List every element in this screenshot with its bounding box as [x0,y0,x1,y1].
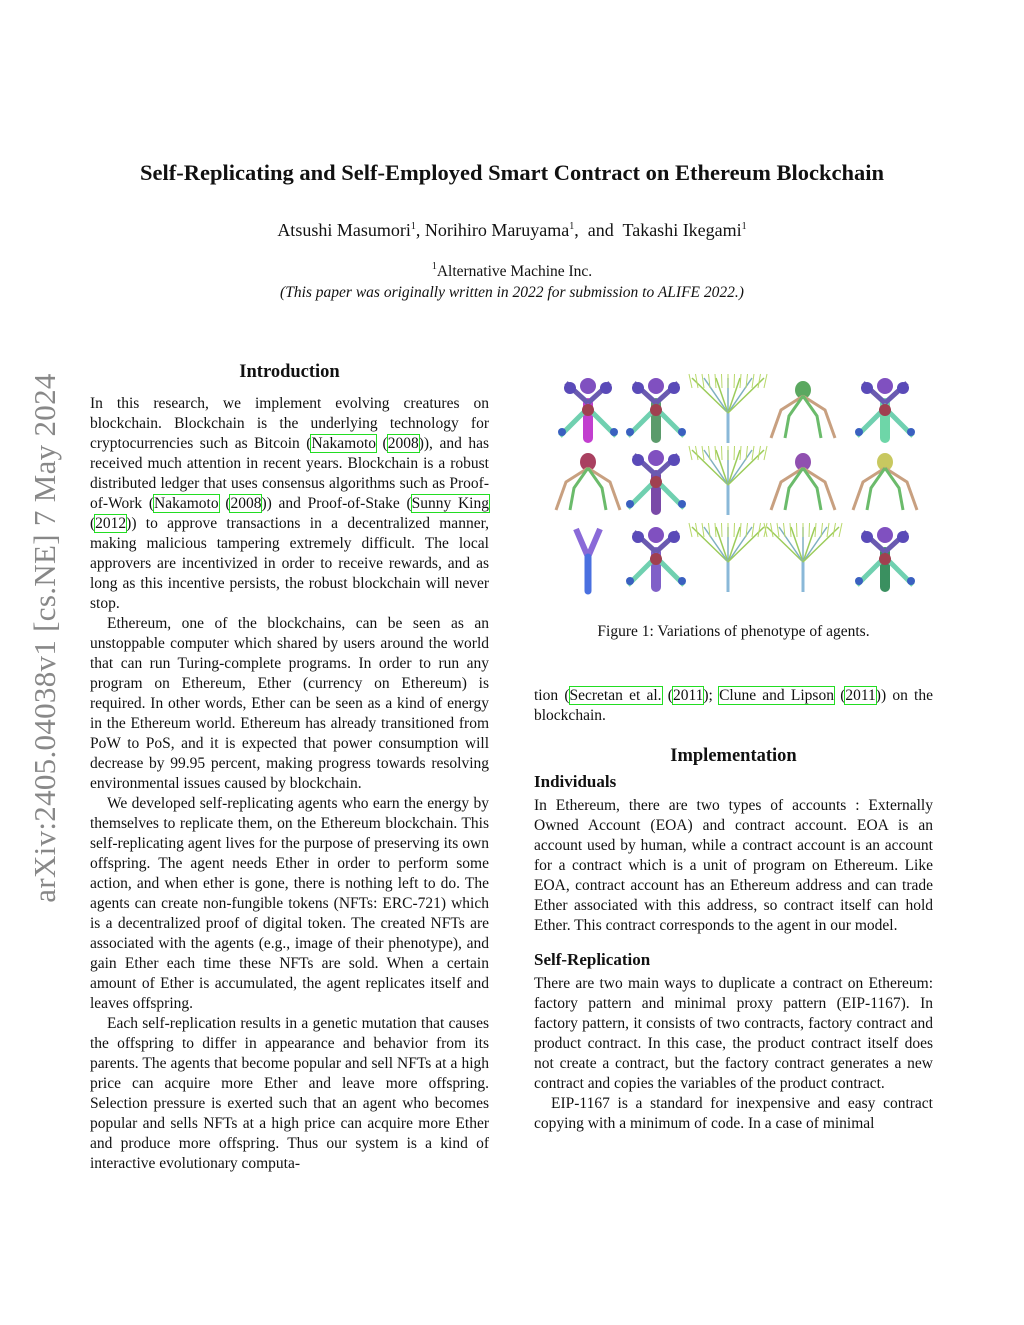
text-run: ( [218,495,231,512]
submission-note: (This paper was originally written in 2022 for submission to ALIFE 2022.) [280,284,744,301]
phenotype-creature [771,453,835,510]
phenotype-creature [764,523,842,592]
text-run: ( [661,687,673,704]
text-run: EIP-1167 is a standard for inexpensive and easy contract copying with a minimum of code. In a case of minimal [534,1095,933,1132]
phenotype-creature [558,378,618,443]
text-run: In Ethereum, there are two types of accounts : Externally Owned Account (EOA) and contract account. EOA is an account used by human, while a contract account is an account for a contract which is a unit of program on Ethereum. Like EOA, contract account has an Ethereum address and can trade Ether associated with this address, so contract itself can hold Ether. This contract corresponds to the agent in our model. [534,797,933,934]
text-run: )) to approve transactions in a decentralized manner, making malicious tampering extremely difficult. The local approvers are incentivized in order to receive rewards, and as long as this incentive persists, the robust blockchain will never stop. [90,515,489,612]
author-affiliation-mark: 1 [741,221,747,232]
figure-phenotypes [535,340,935,610]
text-run: In this research, we implement evolving creatures on blockchain. Blockchain is the underlying technology for cryptocurrencies such as Bitcoin ( [90,395,489,452]
text-run: There are two main ways to duplicate a contract on Ethereum: factory pattern and minimal proxy pattern (EIP-1167). In factory pattern, it consists of two contracts, factory contract and product contract. In this case, the product contract itself does not create a contract, but the factory contract generates a new contract and copies the variables of the product contract. [534,975,933,1092]
affiliation-text: Alternative Machine Inc. [436,263,593,280]
author-affiliation-mark: 1 [410,221,416,232]
paragraph [534,974,933,1094]
phenotype-creature [855,527,915,592]
author-separator: , and [574,220,623,240]
text-run: We developed self-replicating agents who earn the energy by themselves to replicate them, on the Ethereum blockchain. This self-replicating agent lives for the purpose of preserving its own offspring. The agent needs Ether in order to perform some action, and when ether is gone, there is nothing left to do. The agents can create non-fungible tokens (NFTs: ERC-721) which is a decentralized proof of digital token. The created NFTs are associated with the agents (e.g., image of their phenotype), and gain Ether each time these NFTs are sold. When a certain amount of Ether is accumulated, the agent replicates itself and leaves offspring. [90,795,489,1012]
subsection-heading: Individuals [534,772,617,791]
paragraph [90,794,489,1014]
introduction-body [90,394,489,1174]
text-run: )), and has received much attention in recent years. Blockchain is a robust distributed ledger that uses consensus algorithms such as Proof-of-Work ( [90,435,490,512]
phenotype-creature [855,378,915,443]
author-list [0,220,1024,241]
arxiv-identifier[interactable]: arXiv:2405.04038v1 [cs.NE] 7 May 2024 [27,373,62,903]
section-heading-introduction: Introduction [239,362,340,382]
phenotype-creature [771,381,835,438]
subsection-heading: Self-Replication [534,950,651,969]
phenotype-creature [556,453,620,510]
citation-link[interactable]: Nakamoto [311,435,377,452]
left-column [90,360,489,1174]
citation-link[interactable]: 2011 [845,687,876,704]
paragraph [90,1014,489,1174]
phenotype-creature [689,374,767,443]
text-run: ( [90,515,96,532]
text-run: )) on the blockchain. [534,687,933,724]
text-run: ); [703,687,720,704]
phenotype-creature [689,446,767,515]
text-run: ( [833,687,846,704]
text-run: ( [376,435,388,452]
text-run: tion ( [534,687,570,704]
implementation-body [534,770,933,1134]
affiliation [0,263,1024,281]
text-run: )) and Proof-of-Stake ( [261,495,412,512]
paragraph [534,796,933,936]
citation-link[interactable]: 2012 [95,515,127,532]
citation-link[interactable]: 2008 [387,435,419,452]
citation-link[interactable]: Sunny King [411,495,489,512]
citation-link[interactable]: Nakamoto [154,495,219,512]
affiliation-mark: 1 [431,261,437,272]
right-column [534,686,933,1134]
citation-link[interactable]: Clune and Lipson [719,687,834,704]
citation-link[interactable]: 2008 [230,495,262,512]
citation-link[interactable]: 2011 [672,687,704,704]
text-run: Each self-replication results in a genetic mutation that causes the offspring to differ in appearance and behavior from its parents. The agents that become popular and sell NFTs at a high price can acquire more Ether and leave more offspring. Selection pressure is exerted such that an agent who becomes popular and sells NFTs at a high price can acquire more Ether and produce more offspring. Thus our system is a kind of interactive evolutionary computa- [90,1015,489,1172]
paper-title: Self-Replicating and Self-Employed Smart Contract on Ethereum Blockchain [140,160,884,185]
continued-paragraph [534,686,933,726]
author-name: Takashi Ikegami [622,220,742,240]
section-heading-implementation: Implementation [670,746,797,766]
author-name: Norihiro Maruyama [424,220,570,240]
author-separator: , [415,220,425,240]
phenotype-creature [576,529,600,591]
text-run: Ethereum, one of the blockchains, can be seen as an unstoppable computer which shared by users around the world that can run Turing-complete programs. In order to run any program on Ethereum, Ether (currency on Ethereum) is required. In other words, Ether can be seen as a kind of energy in the Ethereum world. Ethereum has already transitioned from PoW to PoS, and it is expected that power consumption will decrease by 99.95 percent, making progress towards resolving environmental issues caused by blockchain. [90,615,489,792]
phenotype-creature [689,523,767,592]
phenotype-creature [626,378,686,443]
paragraph [90,614,489,794]
phenotype-creature [626,450,686,515]
paragraph [534,1094,933,1134]
figure-caption: Figure 1: Variations of phenotype of agents. [597,623,870,640]
author-affiliation-mark: 1 [569,221,575,232]
paragraph [90,394,489,614]
phenotype-creature [626,527,686,592]
phenotype-creature [853,453,917,510]
citation-link[interactable]: Secretan et al. [569,687,662,704]
author-name: Atsushi Masumori [277,220,411,240]
